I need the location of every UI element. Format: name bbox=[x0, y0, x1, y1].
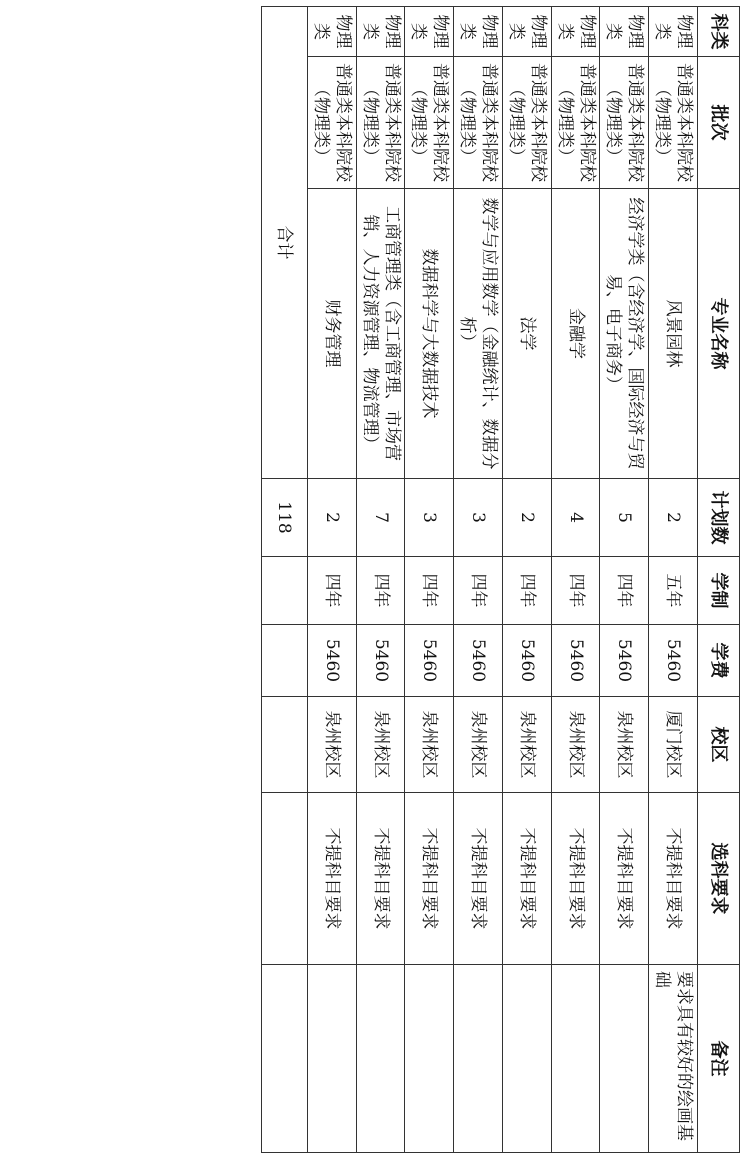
cell-fee: 5460 bbox=[600, 625, 649, 697]
cell-plan: 7 bbox=[356, 479, 405, 557]
cell-batch: 普通类本科院校（物理类） bbox=[600, 57, 649, 189]
table-row bbox=[551, 7, 600, 1153]
cell-years: 五年 bbox=[649, 557, 698, 625]
cell-subject: 物理类 bbox=[356, 7, 405, 57]
cell-batch: 普通类本科院校（物理类） bbox=[356, 57, 405, 189]
total-empty-cell bbox=[262, 965, 308, 1153]
cell-subject: 物理类 bbox=[600, 7, 649, 57]
cell-major: 法学 bbox=[503, 189, 552, 479]
cell-fee: 5460 bbox=[503, 625, 552, 697]
cell-requirement: 不提科目要求 bbox=[503, 793, 552, 965]
cell-subject: 物理类 bbox=[649, 7, 698, 57]
table-row bbox=[649, 7, 698, 1153]
cell-campus: 泉州校区 bbox=[308, 697, 357, 793]
header-major: 专业名称 bbox=[698, 189, 740, 479]
cell-campus: 厦门校区 bbox=[649, 697, 698, 793]
header-fee: 学费 bbox=[698, 625, 740, 697]
header-campus: 校区 bbox=[698, 697, 740, 793]
enrollment-plan-table bbox=[261, 6, 740, 1153]
total-empty-cell bbox=[262, 697, 308, 793]
cell-note bbox=[600, 965, 649, 1153]
cell-batch: 普通类本科院校（物理类） bbox=[551, 57, 600, 189]
cell-subject: 物理类 bbox=[551, 7, 600, 57]
cell-fee: 5460 bbox=[649, 625, 698, 697]
cell-years: 四年 bbox=[405, 557, 454, 625]
cell-campus: 泉州校区 bbox=[356, 697, 405, 793]
cell-requirement: 不提科目要求 bbox=[600, 793, 649, 965]
total-empty-cell bbox=[262, 793, 308, 965]
header-batch: 批次 bbox=[698, 57, 740, 189]
total-plan: 118 bbox=[262, 479, 308, 557]
cell-fee: 5460 bbox=[356, 625, 405, 697]
table-row bbox=[503, 7, 552, 1153]
cell-major: 数据科学与大数据技术 bbox=[405, 189, 454, 479]
cell-years: 四年 bbox=[454, 557, 503, 625]
cell-campus: 泉州校区 bbox=[454, 697, 503, 793]
cell-fee: 5460 bbox=[308, 625, 357, 697]
cell-note: 要求具有较好的绘画基础 bbox=[649, 965, 698, 1153]
cell-major: 风景园林 bbox=[649, 189, 698, 479]
cell-requirement: 不提科目要求 bbox=[308, 793, 357, 965]
cell-campus: 泉州校区 bbox=[405, 697, 454, 793]
cell-plan: 4 bbox=[551, 479, 600, 557]
cell-years: 四年 bbox=[551, 557, 600, 625]
table-row bbox=[454, 7, 503, 1153]
cell-years: 四年 bbox=[503, 557, 552, 625]
cell-major: 金融学 bbox=[551, 189, 600, 479]
cell-subject: 物理类 bbox=[405, 7, 454, 57]
cell-plan: 3 bbox=[405, 479, 454, 557]
header-requirement: 选科要求 bbox=[698, 793, 740, 965]
table-row bbox=[600, 7, 649, 1153]
cell-batch: 普通类本科院校（物理类） bbox=[503, 57, 552, 189]
cell-note bbox=[356, 965, 405, 1153]
cell-plan: 5 bbox=[600, 479, 649, 557]
cell-subject: 物理类 bbox=[503, 7, 552, 57]
cell-batch: 普通类本科院校（物理类） bbox=[649, 57, 698, 189]
cell-requirement: 不提科目要求 bbox=[551, 793, 600, 965]
cell-years: 四年 bbox=[600, 557, 649, 625]
page bbox=[262, 6, 740, 1152]
cell-years: 四年 bbox=[356, 557, 405, 625]
cell-major: 财务管理 bbox=[308, 189, 357, 479]
cell-note bbox=[454, 965, 503, 1153]
cell-plan: 3 bbox=[454, 479, 503, 557]
total-label: 合计 bbox=[262, 7, 308, 479]
cell-batch: 普通类本科院校（物理类） bbox=[308, 57, 357, 189]
total-row bbox=[262, 7, 308, 1153]
cell-requirement: 不提科目要求 bbox=[405, 793, 454, 965]
header-plan: 计划数 bbox=[698, 479, 740, 557]
cell-fee: 5460 bbox=[405, 625, 454, 697]
table-row bbox=[356, 7, 405, 1153]
table-header-row bbox=[698, 7, 740, 1153]
cell-requirement: 不提科目要求 bbox=[454, 793, 503, 965]
cell-note bbox=[503, 965, 552, 1153]
table-row bbox=[405, 7, 454, 1153]
cell-note bbox=[405, 965, 454, 1153]
header-note: 备注 bbox=[698, 965, 740, 1153]
cell-requirement: 不提科目要求 bbox=[649, 793, 698, 965]
total-empty-cell bbox=[262, 625, 308, 697]
header-subject: 科类 bbox=[698, 7, 740, 57]
cell-fee: 5460 bbox=[551, 625, 600, 697]
cell-campus: 泉州校区 bbox=[503, 697, 552, 793]
cell-years: 四年 bbox=[308, 557, 357, 625]
cell-campus: 泉州校区 bbox=[551, 697, 600, 793]
cell-major: 工商管理类（含工商管理、市场营销、人力资源管理、物流管理） bbox=[356, 189, 405, 479]
cell-batch: 普通类本科院校（物理类） bbox=[405, 57, 454, 189]
cell-fee: 5460 bbox=[454, 625, 503, 697]
cell-plan: 2 bbox=[308, 479, 357, 557]
cell-major: 数学与应用数学（金融统计、数据分析） bbox=[454, 189, 503, 479]
cell-subject: 物理类 bbox=[308, 7, 357, 57]
cell-note bbox=[551, 965, 600, 1153]
cell-requirement: 不提科目要求 bbox=[356, 793, 405, 965]
cell-note bbox=[308, 965, 357, 1153]
cell-batch: 普通类本科院校（物理类） bbox=[454, 57, 503, 189]
cell-plan: 2 bbox=[503, 479, 552, 557]
table-row bbox=[308, 7, 357, 1153]
rotated-table-container bbox=[262, 6, 740, 1152]
header-years: 学制 bbox=[698, 557, 740, 625]
cell-campus: 泉州校区 bbox=[600, 697, 649, 793]
total-empty-cell bbox=[262, 557, 308, 625]
cell-major: 经济学类（含经济学、国际经济与贸易、电子商务） bbox=[600, 189, 649, 479]
cell-plan: 2 bbox=[649, 479, 698, 557]
cell-subject: 物理类 bbox=[454, 7, 503, 57]
